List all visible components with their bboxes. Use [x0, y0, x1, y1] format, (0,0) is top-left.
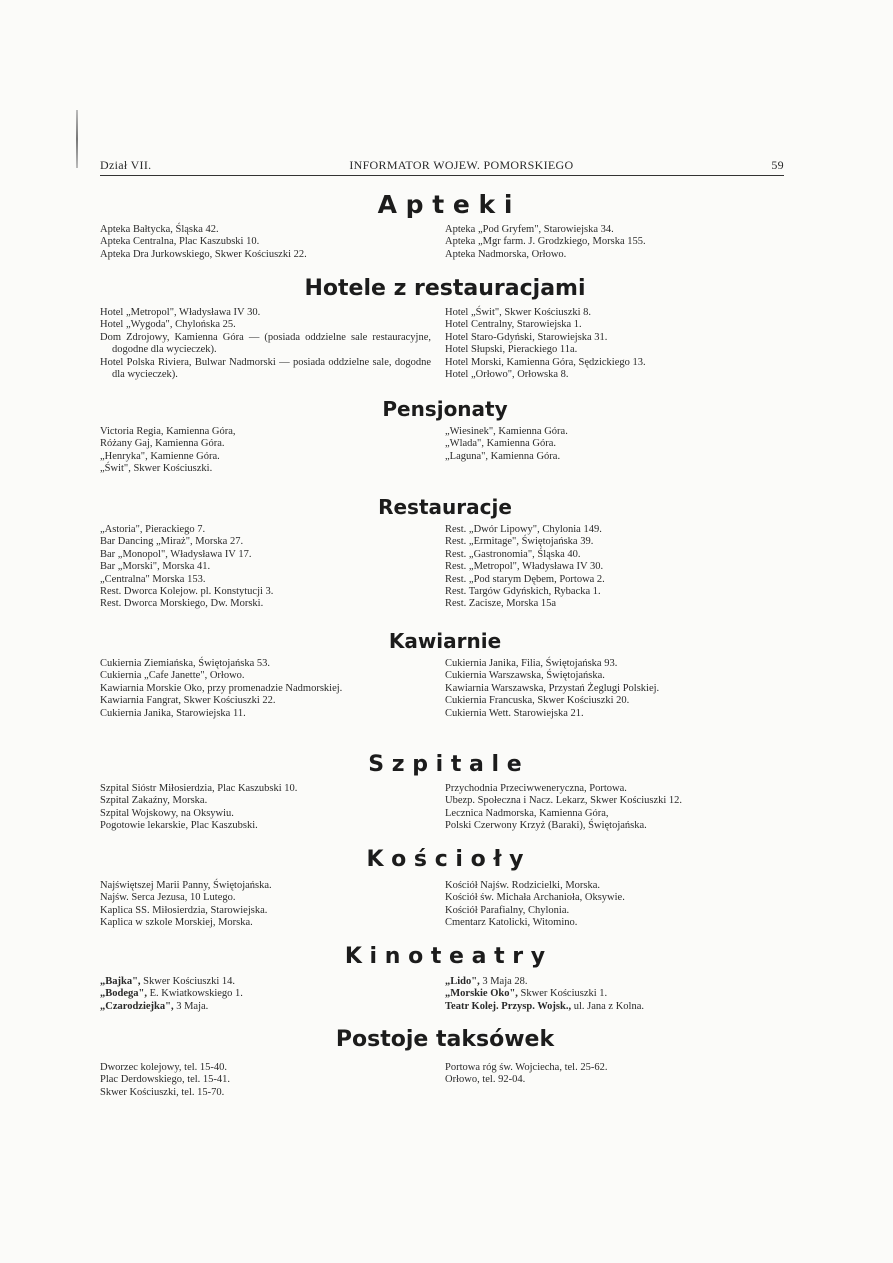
list-item: Rest. Targów Gdyńskich, Rybacka 1. — [445, 586, 601, 598]
list-item: Szpital Sióstr Miłosierdzia, Plac Kaszubski 10. — [100, 783, 298, 794]
list-item: Cukiernia Wett. Starowiejska 21. — [445, 707, 584, 719]
scan-binding-mark — [76, 110, 78, 168]
list-item: Skwer Kościuszki, tel. 15-70. — [100, 1086, 225, 1098]
list-item: Apteka Centralna, Plac Kaszubski 10. — [100, 236, 260, 248]
list-item: Bar „Morski", Morska 41. — [100, 561, 211, 573]
left-column — [100, 1062, 445, 1099]
list-item: „Astoria", Pierackiego 7. — [100, 524, 206, 535]
list-item: Cukiernia Warszawska, Świętojańska. — [445, 670, 605, 682]
left-column — [100, 976, 445, 1013]
list-item: Najświętszej Marii Panny, Świętojańska. — [100, 880, 272, 891]
list-item: Hotel Centralny, Starowiejska 1. — [445, 319, 582, 331]
list-item: Rest. „Metropol", Władysława IV 30. — [445, 561, 604, 573]
list-item: Apteka „Pod Gryfem", Starowiejska 34. — [445, 224, 614, 235]
section-apteki — [100, 190, 790, 261]
header-title: INFORMATOR WOJEW. POMORSKIEGO — [349, 158, 574, 172]
list-item: Dom Zdrojowy, Kamienna Góra — (posiada oddzielne sale restauracyjne, dogodne dla wycieczek). — [100, 331, 431, 356]
list-item: Cukiernia Janika, Filia, Świętojańska 93. — [445, 658, 618, 669]
list-item: Rest. „Ermitage", Świętojańska 39. — [445, 536, 594, 548]
left-column — [100, 524, 445, 611]
header-section-label: Dział VII. — [100, 158, 152, 172]
list-item: Hotel Morski, Kamienna Góra, Sędzickiego 13. — [445, 356, 646, 368]
list-item: Hotel „Metropol", Władysława IV 30. — [100, 307, 261, 318]
left-column — [100, 426, 445, 476]
list-item: Hotel Polska Riviera, Bulwar Nadmorski — posiada oddzielne sale, dogodne dla wycieczek). — [100, 356, 431, 381]
list-item: Kawiarnia Fangrat, Skwer Kościuszki 22. — [100, 695, 276, 707]
cinema-name: „Bajka", — [100, 976, 141, 987]
section-kinoteatry — [100, 943, 790, 1013]
section-title: K o ś c i o ł y — [366, 847, 524, 872]
list-item: „Świt", Skwer Kościuszki. — [100, 463, 213, 475]
list-item: Hotel Staro-Gdyński, Starowiejska 31. — [445, 331, 608, 343]
section-postoje-taksowek — [100, 1026, 790, 1099]
right-column — [445, 224, 790, 261]
list-item — [100, 988, 445, 1000]
cinema-name: „Czarodziejka", — [100, 1000, 174, 1012]
right-column — [445, 658, 790, 720]
list-item: Polski Czerwony Krzyż (Baraki), Świętojańska. — [445, 820, 647, 832]
cinema-address: ul. Jana z Kolna. — [571, 1000, 645, 1012]
list-item: Hotel „Świt", Skwer Kościuszki 8. — [445, 307, 592, 318]
section-koscioly — [100, 846, 790, 930]
section-title: Pensjonaty — [382, 397, 508, 421]
cinema-name: Teatr Kolej. Przysp. Wojsk., — [445, 1000, 572, 1012]
list-item: Cukiernia Francuska, Skwer Kościuszki 20. — [445, 695, 630, 707]
page-header — [100, 158, 784, 176]
list-item — [445, 1001, 790, 1013]
list-item: „Henryka", Kamienne Góra. — [100, 450, 220, 462]
section-title: Restauracje — [378, 495, 512, 519]
right-column — [445, 426, 790, 476]
cinema-name: „Lido", — [445, 976, 480, 987]
section-title: A p t e k i — [377, 190, 513, 219]
list-item: Victoria Regia, Kamienna Góra, — [100, 426, 236, 437]
list-item: Kościół św. Michała Archanioła, Oksywie. — [445, 892, 625, 904]
list-item: Kaplica SS. Miłosierdzia, Starowiejska. — [100, 904, 268, 916]
list-item: Hotel Słupski, Pierackiego 11a. — [445, 344, 578, 356]
section-title: K i n o t e a t r y — [344, 944, 546, 969]
list-item: Apteka Nadmorska, Orłowo. — [445, 248, 567, 260]
list-item: Rest. „Dwór Lipowy", Chylonia 149. — [445, 524, 602, 535]
section-title: Kawiarnie — [388, 629, 502, 653]
list-item — [445, 976, 790, 988]
list-item: Kościół Parafialny, Chylonia. — [445, 904, 570, 916]
list-item: Kościół Najśw. Rodzicielki, Morska. — [445, 880, 601, 891]
list-item: Apteka Bałtycka, Śląska 42. — [100, 224, 219, 235]
section-title: Postoje taksówek — [335, 1027, 555, 1052]
list-item: Rest. Dworca Morskiego, Dw. Morski. — [100, 598, 264, 610]
list-item: „Wlada", Kamienna Góra. — [445, 438, 556, 450]
list-item: Orłowo, tel. 92-04. — [445, 1074, 526, 1086]
list-item: Plac Derdowskiego, tel. 15-41. — [100, 1074, 231, 1086]
left-column — [100, 224, 445, 261]
left-column — [100, 880, 445, 930]
right-column — [445, 307, 790, 381]
right-column — [445, 880, 790, 930]
section-title: S z p i t a l e — [368, 752, 522, 777]
list-item: Hotel „Wygoda", Chylońska 25. — [100, 319, 236, 331]
list-item: Cmentarz Katolicki, Witomino. — [445, 917, 578, 929]
right-column — [445, 783, 790, 833]
section-pensjonaty — [100, 396, 790, 476]
list-item — [100, 1001, 445, 1013]
list-item: Apteka Dra Jurkowskiego, Skwer Kościuszki 22. — [100, 248, 307, 260]
section-hotele — [100, 275, 790, 381]
right-column — [445, 524, 790, 611]
section-szpitale — [100, 751, 790, 833]
list-item: Kawiarnia Morskie Oko, przy promenadzie Nadmorskiej. — [100, 682, 343, 694]
cinema-address: Skwer Kościuszki 1. — [517, 988, 608, 1000]
list-item: Przychodnia Przeciwweneryczna, Portowa. — [445, 783, 627, 794]
list-item: Portowa róg św. Wojciecha, tel. 25-62. — [445, 1062, 608, 1073]
right-column — [445, 1062, 790, 1099]
list-item: Cukiernia Janika, Starowiejska 11. — [100, 707, 246, 719]
list-item: Rest. „Pod starym Dębem, Portowa 2. — [445, 573, 605, 585]
cinema-name: „Morskie Oko", — [445, 988, 518, 1000]
left-column — [100, 307, 445, 381]
list-item: Cukiernia „Cafe Janette", Orłowo. — [100, 670, 245, 682]
left-column — [100, 783, 445, 833]
list-item: Bar „Monopol", Władysława IV 17. — [100, 548, 252, 560]
list-item: „Laguna", Kamienna Góra. — [445, 450, 561, 462]
list-item: Dworzec kolejowy, tel. 15-40. — [100, 1062, 228, 1073]
right-column — [445, 976, 790, 1013]
list-item: Bar Dancing „Miraż", Morska 27. — [100, 536, 244, 548]
list-item: Rest. Zacisze, Morska 15a — [445, 598, 557, 610]
left-column — [100, 658, 445, 720]
section-kawiarnie — [100, 628, 790, 720]
list-item: Apteka „Mgr farm. J. Grodzkiego, Morska 155. — [445, 236, 646, 248]
list-item: „Wiesinek", Kamienna Góra. — [445, 426, 568, 437]
list-item: Szpital Zakaźny, Morska. — [100, 795, 208, 807]
list-item: Hotel „Orłowo", Orłowska 8. — [445, 369, 569, 381]
cinema-address: 3 Maja. — [173, 1000, 209, 1012]
list-item: Ubezp. Społeczna i Nacz. Lekarz, Skwer Kościuszki 12. — [445, 795, 683, 807]
list-item: Kaplica w szkole Morskiej, Morska. — [100, 917, 253, 929]
list-item — [445, 988, 790, 1000]
section-title: Hotele z restauracjami — [304, 276, 586, 301]
cinema-address: E. Kwiatkowskiego 1. — [146, 988, 243, 1000]
page-number: 59 — [771, 158, 784, 172]
list-item: „Centralna" Morska 153. — [100, 573, 206, 585]
list-item: Rest. Dworca Kolejow. pl. Konstytucji 3. — [100, 586, 274, 598]
list-item: Cukiernia Ziemiańska, Świętojańska 53. — [100, 658, 271, 669]
list-item — [100, 976, 445, 988]
list-item: Pogotowie lekarskie, Plac Kaszubski. — [100, 820, 258, 832]
list-item: Różany Gaj, Kamienna Góra. — [100, 438, 225, 450]
list-item: Najśw. Serca Jezusa, 10 Lutego. — [100, 892, 236, 904]
cinema-address: Skwer Kościuszki 14. — [140, 976, 236, 987]
cinema-address: 3 Maja 28. — [479, 976, 528, 987]
cinema-name: „Bodega", — [100, 988, 147, 1000]
list-item: Kawiarnia Warszawska, Przystań Żeglugi Polskiej. — [445, 682, 660, 694]
list-item: Lecznica Nadmorska, Kamienna Góra, — [445, 807, 609, 819]
section-restauracje — [100, 494, 790, 611]
list-item: Rest. „Gastronomia", Śląska 40. — [445, 548, 581, 560]
list-item: Szpital Wojskowy, na Oksywiu. — [100, 807, 234, 819]
